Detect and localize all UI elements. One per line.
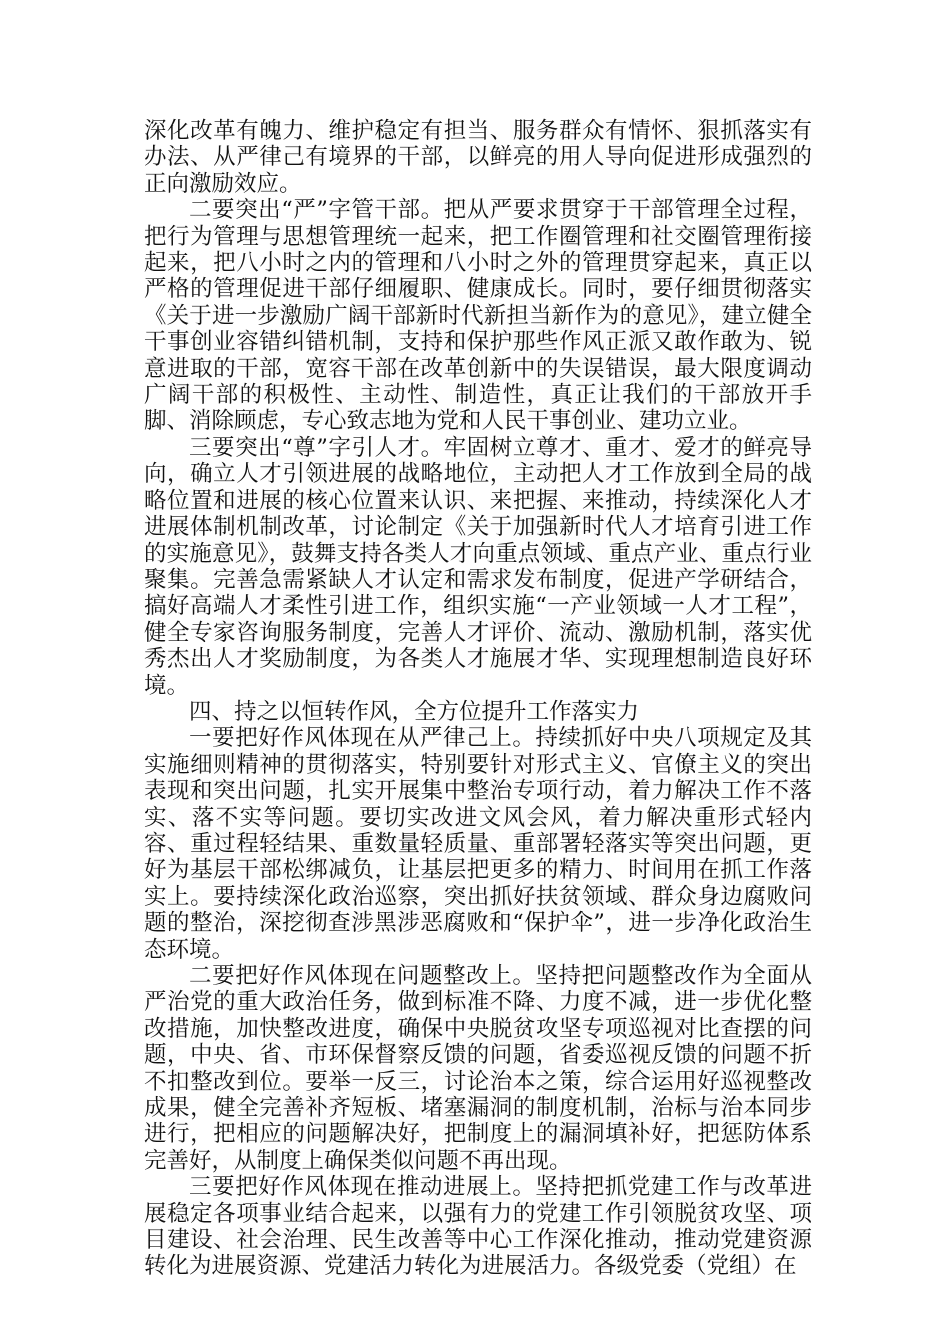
paragraph-strict-management: 二要突出“严”字管干部。把从严要求贯穿于干部管理全过程，把行为管理与思想管理统一起来，把工作圈管理和社交圈管理衔接起来，把八小时之内的管理和八小时之外的管理贯穿起来，真正以严格的管理促进干部仔细履职、健康成长。同时，要仔细贯彻落实《关于进一步激励广阔干部新时代新担当新作为的意见》，建立健全干事创业容错纠错机制，支持和保护那些作风正派又敢作敢为、锐意进取的干部，宽容干部在改革创新中的失误错误，最大限度调动广阔干部的积极性、主动性、制造性，真正让我们的干部放开手脚、消除顾虑，专心致志地为党和人民干事创业、建功立业。 [144, 197, 812, 435]
paragraph-development: 三要把好作风体现在推动进展上。坚持把抓党建工作与改革进展稳定各项事业结合起来，以强有力的党建工作引领脱贫攻坚、项目建设、社会治理、民生改善等中心工作深化推动，推动党建资源转化为进展资源、党建活力转化为进展活力。各级党委（党组）在 [144, 1174, 812, 1280]
paragraph-rectification: 二要把好作风体现在问题整改上。坚持把问题整改作为全面从严治党的重大政治任务，做到标准不降、力度不减，进一步优化整改措施，加快整改进度，确保中央脱贫攻坚专项巡视对比查摆的问题，中央、省、市环保督察反馈的问题，省委巡视反馈的问题不折不扣整改到位。要举一反三，讨论治本之策，综合运用好巡视整改成果，健全完善补齐短板、堵塞漏洞的制度机制，治标与治本同步进行，把相应的问题解决好，把制度上的漏洞填补好，把惩防体系完善好，从制度上确保类似问题不再出现。 [144, 963, 812, 1174]
section-heading-work-style: 四、持之以恒转作风，全方位提升工作落实力 [189, 698, 640, 725]
paragraph-continuation: 深化改革有魄力、维护稳定有担当、服务群众有情怀、狠抓落实有办法、从严律己有境界的干部，以鲜亮的用人导向促进形成强烈的正向激励效应。 [144, 118, 812, 197]
document-body [144, 118, 812, 1280]
paragraph-self-discipline: 一要把好作风体现在从严律己上。持续抓好中央八项规定及其实施细则精神的贯彻落实，特别要针对形式主义、官僚主义的突出表现和突出问题，扎实开展集中整治专项行动，着力解决工作不落实、落不实等问题。要切实改进文风会风，着力解决重形式轻内容、重过程轻结果、重数量轻质量、重部署轻落实等突出问题，更好为基层干部松绑减负，让基层把更多的精力、时间用在抓工作落实上。要持续深化政治巡察，突出抓好扶贫领域、群众身边腐败问题的整治，深挖彻查涉黑涉恶腐败和“保护伞”，进一步净化政治生态环境。 [144, 725, 812, 963]
paragraph-talent: 三要突出“尊”字引人才。牢固树立尊才、重才、爱才的鲜亮导向，确立人才引领进展的战略地位，主动把人才工作放到全局的战略位置和进展的核心位置来认识、来把握、来推动，持续深化人才进展体制机制改革，讨论制定《关于加强新时代人才培育引进工作的实施意见》，鼓舞支持各类人才向重点领域、重点产业、重点行业聚集。完善急需紧缺人才认定和需求发布制度，促进产学研结合，搞好高端人才柔性引进工作，组织实施“一产业领域一人才工程”，健全专家咨询服务制度，完善人才评价、流动、激励机制，落实优秀杰出人才奖励制度，为各类人才施展才华、实现理想制造良好环境。 [144, 434, 812, 699]
